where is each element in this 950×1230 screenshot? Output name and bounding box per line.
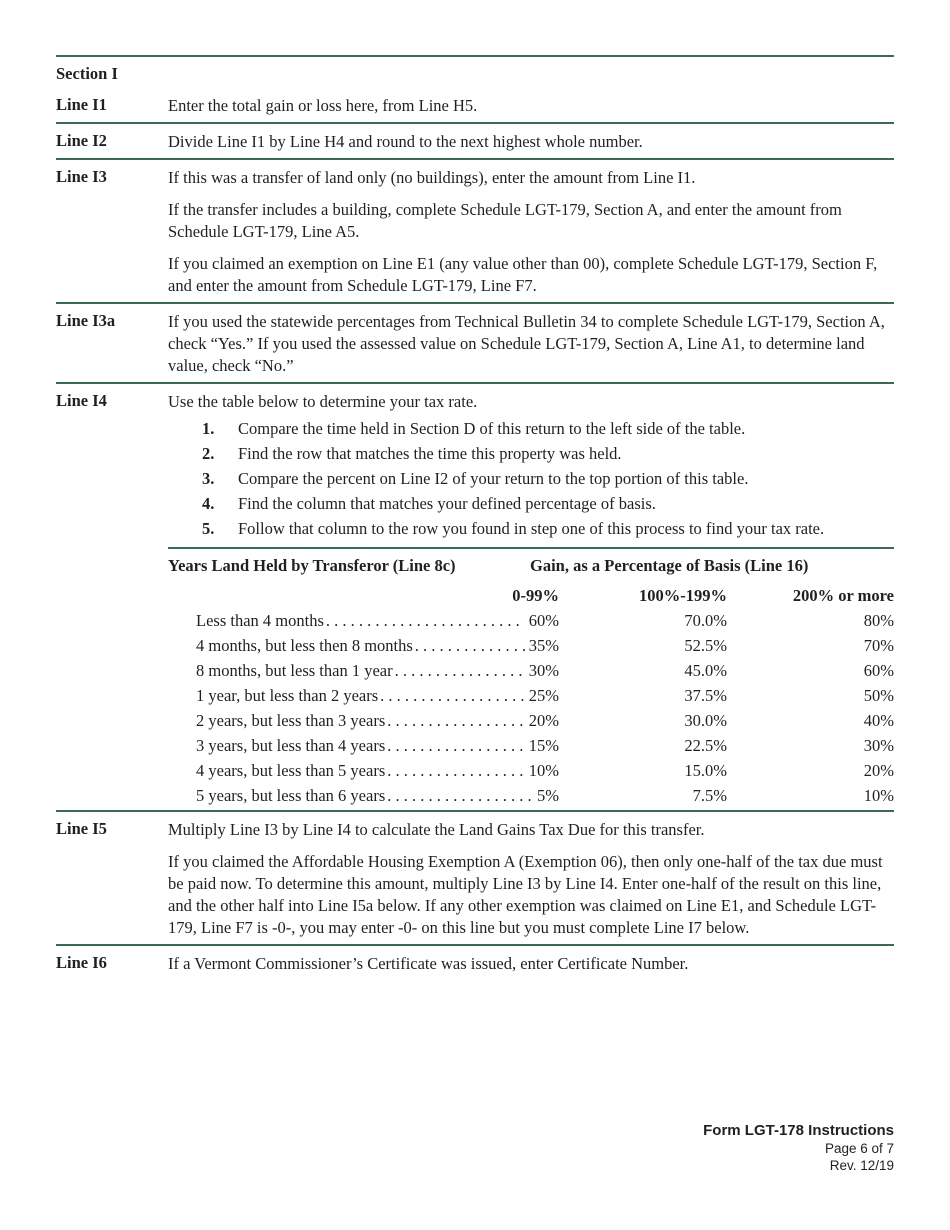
holding-period-cell: [168, 783, 559, 808]
rate-100-199: 70.0%: [684, 611, 727, 630]
step-number: 3.: [202, 469, 215, 488]
dot-leader: [415, 633, 525, 658]
rate-0-99: 60%: [528, 611, 559, 630]
column-header: 100%-199%: [639, 586, 727, 605]
holding-period-cell: [168, 733, 559, 758]
instructions-page: [56, 55, 894, 980]
rate-100-199: 45.0%: [684, 661, 727, 680]
step-item: [202, 441, 894, 466]
column-header: 200% or more: [792, 586, 894, 605]
step-number: 5.: [202, 519, 215, 538]
rate-200-plus: 60%: [863, 661, 894, 680]
rate-0-99: 30%: [528, 661, 559, 680]
line-i5-paragraph: Multiply Line I3 by Line I4 to calculate the Land Gains Tax Due for this transfer.: [168, 820, 705, 839]
rate-0-99: 35%: [528, 636, 559, 655]
rate-0-99: 15%: [528, 736, 559, 755]
rate-100-199: 22.5%: [684, 736, 727, 755]
step-text: Compare the percent on Line I2 of your return to the top portion of this table.: [238, 469, 749, 488]
rate-200-plus: 40%: [863, 711, 894, 730]
step-text: Compare the time held in Section D of this return to the left side of the table.: [238, 419, 746, 438]
rate-100-199: 15.0%: [684, 761, 727, 780]
table-body: [168, 608, 894, 808]
line-i6-label: Line I6: [56, 953, 107, 972]
line-i3a-label: Line I3a: [56, 311, 116, 330]
dot-leader: [380, 683, 525, 708]
rate-100-199: 52.5%: [684, 636, 727, 655]
table-group-header-row: [168, 553, 894, 579]
holding-period-cell: [168, 683, 559, 708]
table-row: [168, 758, 894, 783]
line-i2-text: Divide Line I1 by Line H4 and round to the next highest whole number.: [168, 132, 643, 151]
line-i2-row: [56, 124, 894, 158]
step-item: [202, 516, 894, 541]
table-row: [168, 683, 894, 708]
holding-period-cell: [168, 633, 559, 658]
holding-period-cell: [168, 608, 559, 633]
holding-period: 5 years, but less than 6 years: [196, 786, 386, 805]
step-item: [202, 491, 894, 516]
line-i3-paragraph: If the transfer includes a building, complete Schedule LGT-179, Section A, and enter the amount from Schedule LGT-179, Line A5.: [168, 200, 842, 241]
holding-period: 1 year, but less than 2 years: [196, 686, 379, 705]
line-i5-paragraph: If you claimed the Affordable Housing Exemption A (Exemption 06), then only one-half of the tax due must be paid now. To determine this amount, multiply Line I3 by Line I4. Enter one-half of the result on this line, and the other half into Line I5a below. If any other exemption was claimed on Line E1, and Schedule LGT-179, Line F7 is -0-, you may enter -0- on this line but you must complete Line I7 below.: [168, 852, 883, 937]
table-row: [168, 783, 894, 808]
dot-leader: [387, 783, 533, 808]
line-i1-text: Enter the total gain or loss here, from Line H5.: [168, 96, 478, 115]
rate-200-plus: 30%: [863, 736, 894, 755]
holding-period: 4 years, but less than 5 years: [196, 761, 386, 780]
column-header: 0-99%: [512, 586, 559, 605]
dot-leader: [395, 658, 525, 683]
line-i3-label: Line I3: [56, 167, 107, 186]
revision: Rev. 12/19: [829, 1158, 894, 1173]
line-i3-row: [56, 160, 894, 302]
dot-leader: [387, 733, 525, 758]
holding-period: Less than 4 months: [196, 611, 324, 630]
line-i5-label: Line I5: [56, 819, 107, 838]
table-row: [168, 608, 894, 633]
tax-rate-table: [168, 547, 894, 808]
rate-200-plus: 50%: [863, 686, 894, 705]
column-group-header: Gain, as a Percentage of Basis (Line 16): [530, 556, 809, 575]
rate-0-99: 10%: [528, 761, 559, 780]
step-item: [202, 416, 894, 441]
line-i4-row: [56, 384, 894, 810]
rate-200-plus: 70%: [863, 636, 894, 655]
step-number: 4.: [202, 494, 215, 513]
table-row: [168, 658, 894, 683]
line-i4-intro: Use the table below to determine your tax rate.: [168, 392, 478, 411]
steps-list: [168, 416, 894, 541]
holding-period-cell: [168, 758, 559, 783]
page-number: Page 6 of 7: [824, 1141, 894, 1156]
step-text: Follow that column to the row you found in step one of this process to find your tax rate.: [238, 519, 825, 538]
holding-period-cell: [168, 708, 559, 733]
line-i1-label: Line I1: [56, 95, 107, 114]
table-column-header-row: [168, 584, 894, 608]
rate-0-99: 20%: [528, 711, 559, 730]
rate-200-plus: 10%: [863, 786, 894, 805]
section-title: Section I: [56, 64, 118, 83]
table-row: [168, 733, 894, 758]
rate-100-199: 30.0%: [684, 711, 727, 730]
line-i6-row: [56, 946, 894, 980]
step-text: Find the row that matches the time this property was held.: [238, 444, 622, 463]
form-title: Form LGT-178 Instructions: [703, 1122, 894, 1139]
step-number: 2.: [202, 444, 215, 463]
holding-period: 4 months, but less then 8 months: [196, 636, 413, 655]
dot-leader: [387, 708, 525, 733]
line-i4-label: Line I4: [56, 391, 107, 410]
table-row: [168, 633, 894, 658]
holding-period: 3 years, but less than 4 years: [196, 736, 386, 755]
rate-0-99: 5%: [537, 786, 559, 805]
line-i3-paragraph: If this was a transfer of land only (no buildings), enter the amount from Line I1.: [168, 168, 696, 187]
line-i3-paragraph: If you claimed an exemption on Line E1 (any value other than 00), complete Schedule LGT-179, Section F, and enter the amount from Schedule LGT-179, Line F7.: [168, 254, 878, 295]
rate-100-199: 37.5%: [684, 686, 727, 705]
line-i6-text: If a Vermont Commissioner’s Certificate was issued, enter Certificate Number.: [168, 954, 689, 973]
rate-200-plus: 80%: [863, 611, 894, 630]
holding-period: 8 months, but less than 1 year: [196, 661, 393, 680]
step-item: [202, 466, 894, 491]
step-text: Find the column that matches your defined percentage of basis.: [238, 494, 656, 513]
table-row: [168, 708, 894, 733]
page-footer: [703, 1121, 894, 1174]
rate-200-plus: 20%: [863, 761, 894, 780]
holding-period: 2 years, but less than 3 years: [196, 711, 386, 730]
line-i2-label: Line I2: [56, 131, 107, 150]
dot-leader: [387, 758, 525, 783]
rate-100-199: 7.5%: [692, 786, 727, 805]
row-header: Years Land Held by Transferor (Line 8c): [168, 556, 456, 575]
line-i5-row: [56, 812, 894, 944]
rate-0-99: 25%: [528, 686, 559, 705]
dot-leader: [326, 608, 525, 633]
holding-period-cell: [168, 658, 559, 683]
step-number: 1.: [202, 419, 215, 438]
line-i1-row: [56, 88, 894, 122]
line-i3a-text: If you used the statewide percentages from Technical Bulletin 34 to complete Schedule LGT-179, Section A, check “Yes.” If you used the assessed value on Schedule LGT-179, Section A, Line A1, to determine land value, check “No.”: [168, 312, 885, 375]
line-i3a-row: [56, 304, 894, 382]
